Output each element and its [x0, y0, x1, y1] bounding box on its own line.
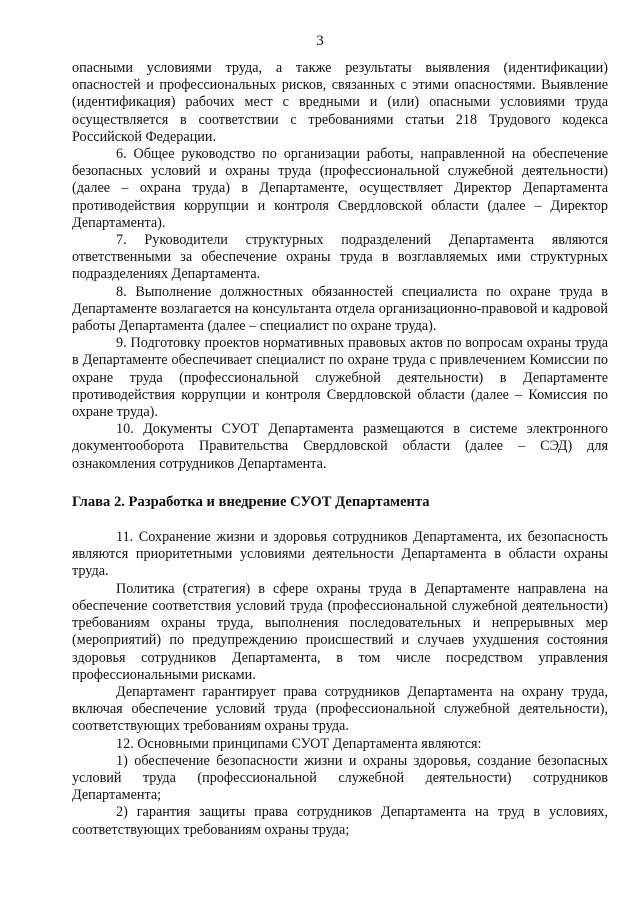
- chapter-title: Глава 2. Разработка и внедрение СУОТ Департамента: [72, 493, 430, 510]
- list-item-1: 1) обеспечение безопасности жизни и охраны здоровья, создание безопасных условий труда (профессиональной служебной деятельности) сотрудников Департамента;: [72, 752, 608, 804]
- paragraph-6: 6. Общее руководство по организации работы, направленной на обеспечение безопасных условий и охраны труда (профессиональной служебной деятельности) (далее – охрана труда) в Департаменте, осуществляет Директор Департамента противодействия коррупции и контроля Свердловской области (далее – Директор Департамента).: [72, 146, 608, 231]
- paragraph-12: 12. Основными принципами СУОТ Департамента являются:: [116, 735, 482, 752]
- paragraph-policy: Политика (стратегия) в сфере охраны труда в Департаменте направлена на обеспечение соответствия условий труда (профессиональной служебной деятельности) требованиям охраны труда, выполнения последовательных и непрерывных мер (мероприятий) по предупреждению происшествий и случаев ухудшения состояния здоровья сотрудников Департамента, в том числе посредством управления профессиональными рисками.: [72, 580, 608, 683]
- paragraph-10: 10. Документы СУОТ Департамента размещаются в системе электронного документооборота Правительства Свердловской области (далее – СЭД) для ознакомления сотрудников Департамента.: [72, 421, 608, 472]
- paragraph-8: 8. Выполнение должностных обязанностей специалиста по охране труда в Департаменте возлагается на консультанта отдела организационно-правовой и кадровой работы Департамента (далее – специалист по охране труда).: [72, 283, 608, 335]
- paragraph-9: 9. Подготовку проектов нормативных правовых актов по вопросам охраны труда в Департаменте обеспечивает специалист по охране труда с привлечением Комиссии по охране труда (профессиональной служебной деятельности) в Департаменте противодействия коррупции и контроля Свердловской области (далее – Комиссия по охране труда).: [72, 335, 608, 421]
- list-item-2: 2) гарантия защиты права сотрудников Департамента на труд в условиях, соответствующих требованиям охраны труда;: [72, 804, 608, 838]
- paragraph-11: 11. Сохранение жизни и здоровья сотрудников Департамента, их безопасность являются приоритетными условиями деятельности Департамента в области охраны труда.: [72, 529, 608, 580]
- paragraph-continuation: опасными условиями труда, а также результаты выявления (идентификации) опасностей и профессиональных рисков, связанных с этими опасностями. Выявление (идентификация) рабочих мест с вредными и (или) опасными условиями труда осуществляется в соответствии с требованиями статьи 218 Трудового кодекса Российской Федерации.: [72, 60, 608, 145]
- page-number: 3: [316, 33, 324, 49]
- document-body: [72, 60, 608, 839]
- paragraph-7: 7. Руководители структурных подразделений Департамента являются ответственными за обеспечение охраны труда в возглавляемых ими структурных подразделениях Департамента.: [72, 232, 608, 283]
- paragraph-guarantee: Департамент гарантирует права сотрудников Департамента на охрану труда, включая обеспечение условий труда (профессиональной служебной деятельности), соответствующих требованиям охраны труда.: [72, 683, 608, 735]
